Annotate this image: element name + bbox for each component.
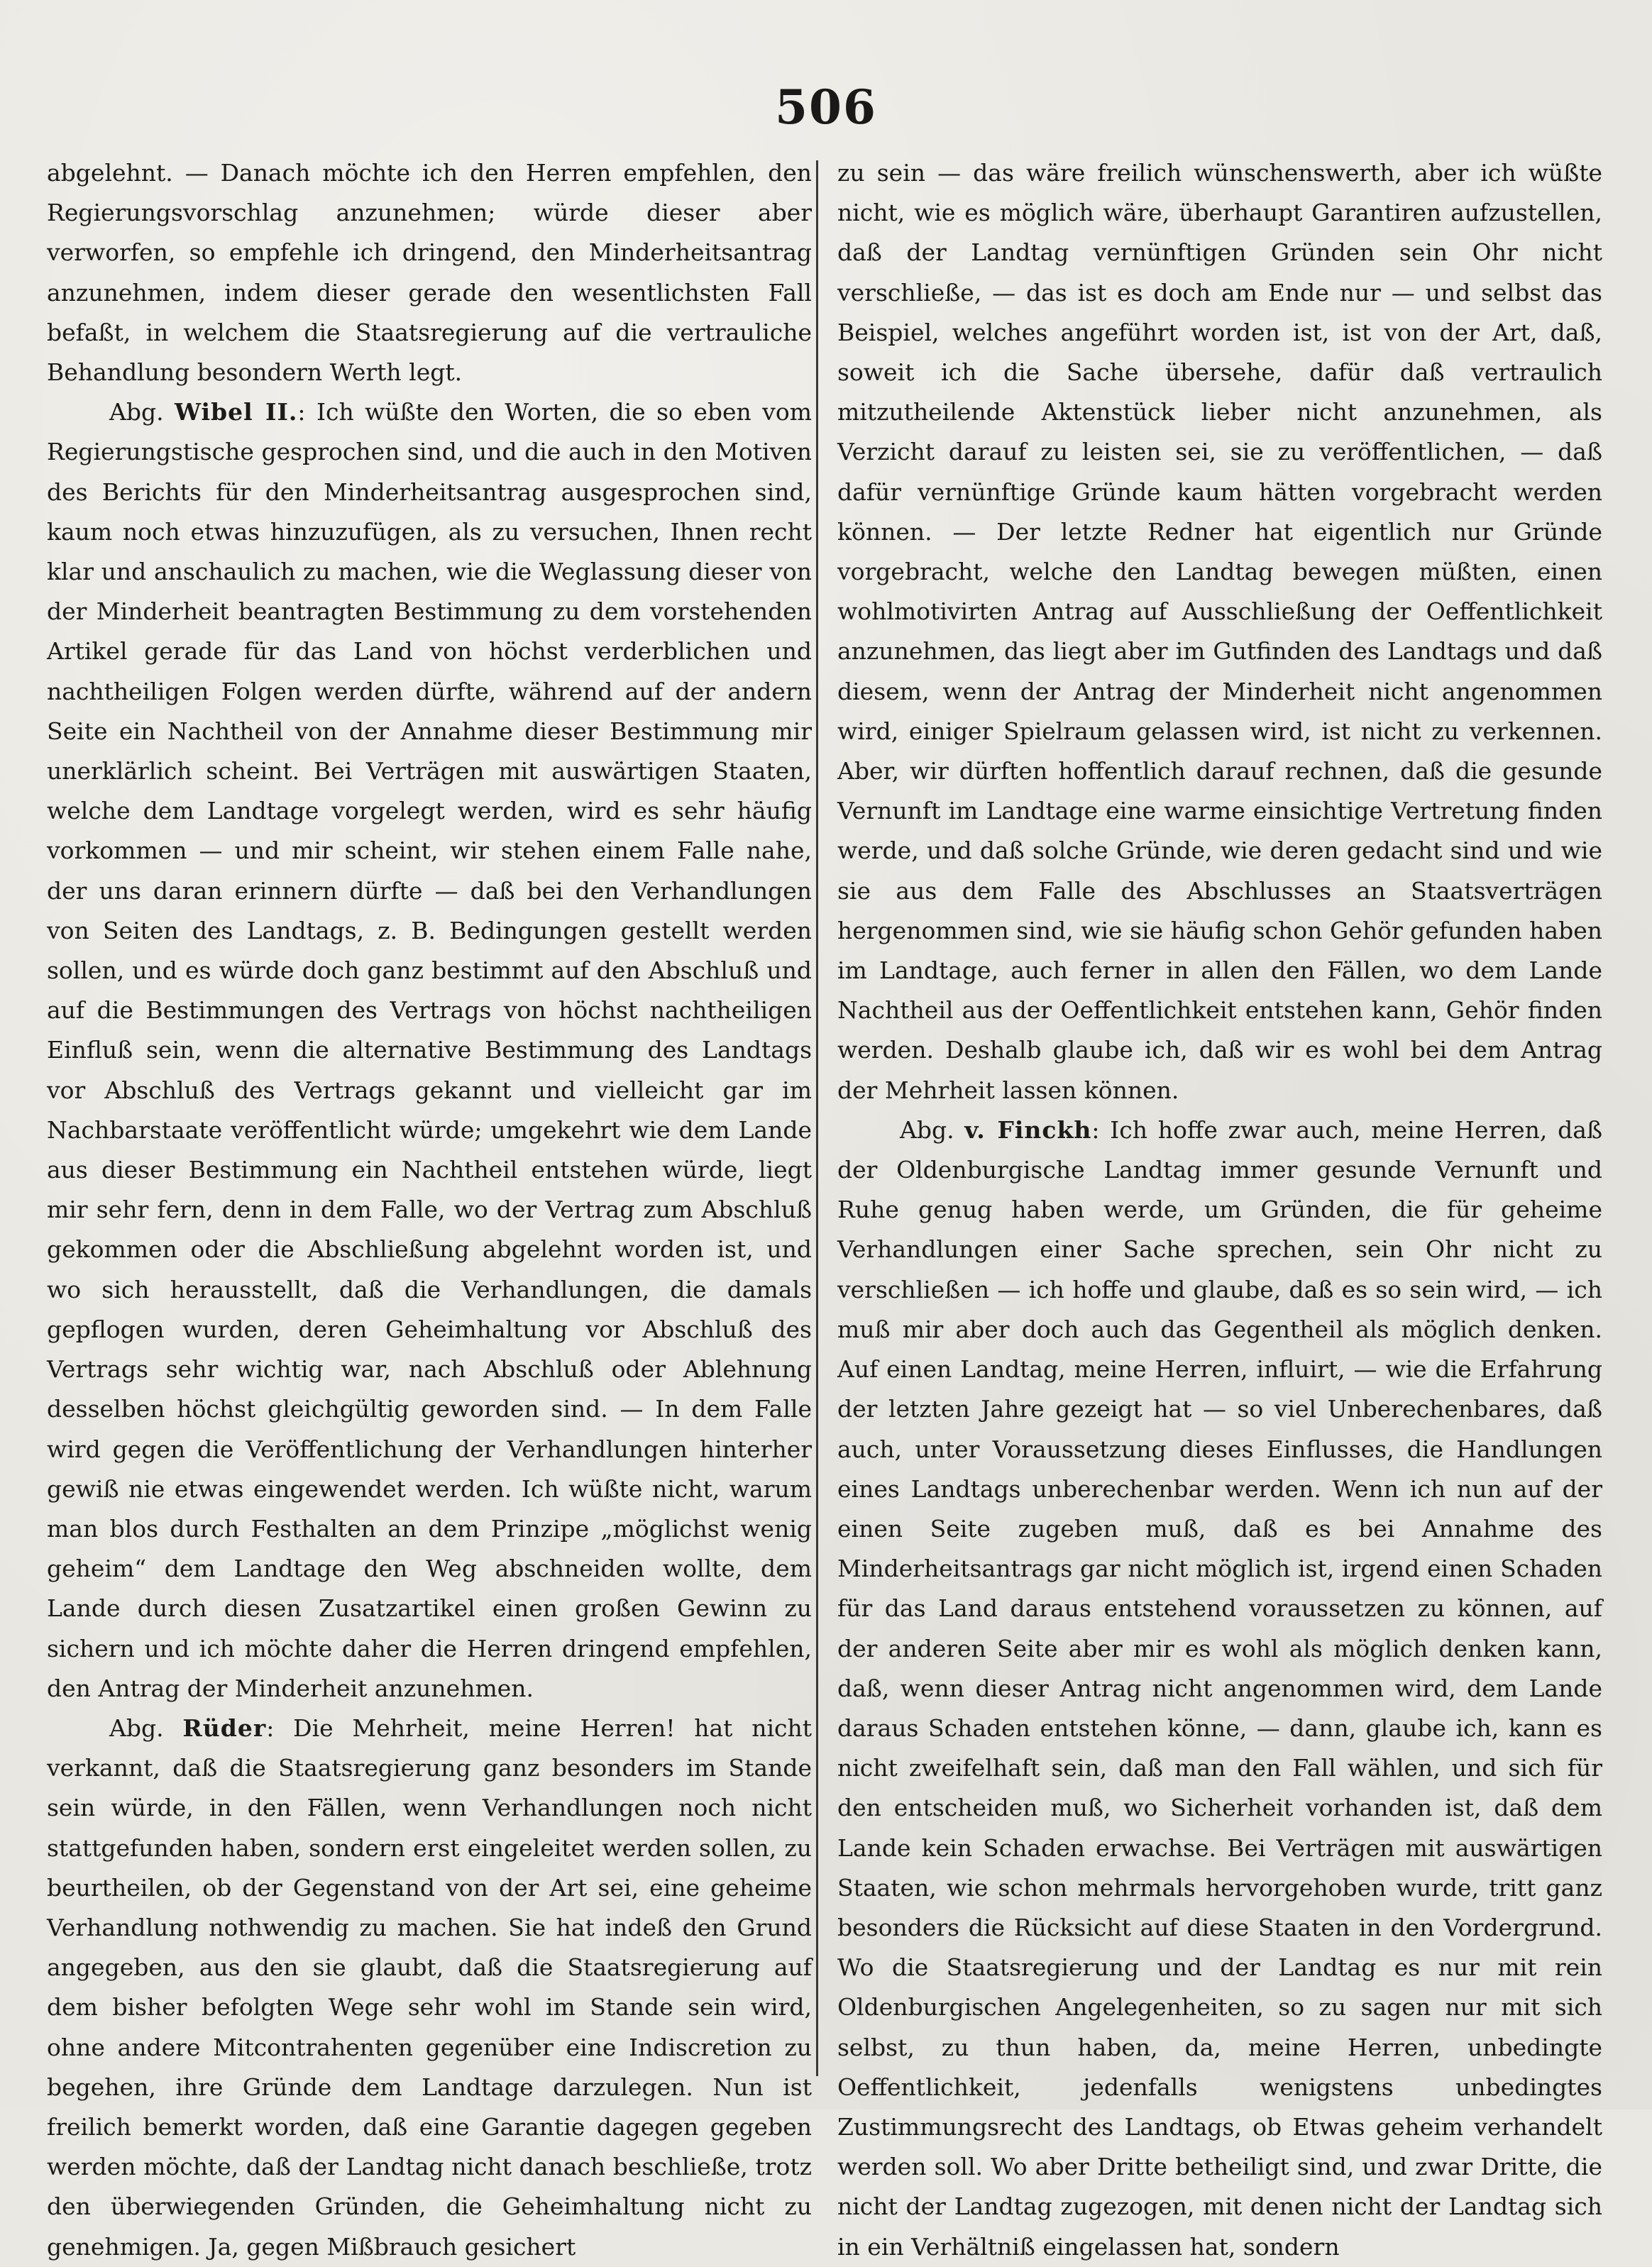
speaker-prefix: Abg. [109, 1714, 164, 1742]
page-number: 506 [775, 79, 877, 135]
speech-text: : Ich hoffe zwar auch, meine Herren, daß der Oldenburgische Landtag immer gesunde Vernunft und Ruhe genug haben werde, um Gründen, die für geheime Verhandlungen einer Sache sprechen, sein Ohr nicht zu verschließen — ich hoffe und glaube, daß es so sein wird, — ich muß mir aber doch auch das Gegentheil als möglich denken. Auf einen Landtag, meine Herren, influirt, — wie die Erfahrung der letzten Jahre gezeigt hat — so viel Unberechenbares, daß auch, unter Voraussetzung dieses Einflusses, die Handlungen eines Landtags unberechenbar werden. Wenn ich nun auf der einen Seite zugeben muß, daß es bei Annahme des Minderheitsantrags gar nicht möglich ist, irgend einen Schaden für das Land daraus entstehend voraussetzen zu können, auf der anderen Seite aber mir es wohl als möglich denken kann, daß, wenn dieser Antrag nicht angenommen wird, dem Lande daraus Schaden entstehen könne, — dann, glaube ich, kann es nicht zweifelhaft sein, daß man den Fall wählen, und sich für den entscheiden muß, wo Sicherheit vorhanden ist, daß dem Lande kein Schaden erwachse. Bei Verträgen mit auswärtigen Staaten, wie schon mehrmals hervorgehoben wurde, tritt ganz besonders die Rücksicht auf diese Staaten in den Vordergrund. Wo die Staatsregierung und der Landtag es nur mit rein Oldenburgischen Angelegenheiten, so zu sagen nur mit sich selbst, zu thun haben, da, meine Herren, unbedingte Oeffentlichkeit, jedenfalls wenigstens unbedingtes Zustimmungsrecht des Landtags, ob Etwas geheim verhandelt werden soll. Wo aber Dritte betheiligt sind, und zwar Dritte, die nicht der Landtag zugezogen, mit denen nicht der Landtag sich in ein Verhältniß eingelassen hat, sondern [837, 1115, 1602, 2261]
left-column [47, 153, 812, 2261]
paragraph: abgelehnt. — Danach möchte ich den Herren empfehlen, den Regierungsvorschlag anzunehmen; würde dieser aber verworfen, so empfehle ich dringend, den Minderheitsantrag anzunehmen, indem dieser gerade den wesentlichsten Fall befaßt, in welchem die Staatsregierung auf die vertrauliche Behandlung besondern Werth legt. [47, 159, 812, 387]
speech-text: : Die Mehrheit, meine Herren! hat nicht verkannt, daß die Staatsregierung ganz besonders im Stande sein würde, in den Fällen, wenn Verhandlungen noch nicht stattgefunden haben, sondern erst eingeleitet werden sollen, zu beurtheilen, ob der Gegenstand von der Art sei, eine geheime Verhandlung nothwendig zu machen. Sie hat indeß den Grund angegeben, aus den sie glaubt, daß die Staatsregierung auf dem bisher befolgten Wege sehr wohl im Stande sein wird, ohne andere Mitcontrahenten gegenüber eine Indiscretion zu begehen, ihre Gründe dem Landtage darzulegen. Nun ist freilich bemerkt worden, daß eine Garantie dagegen gegeben werden möchte, daß der Landtag nicht danach beschließe, trotz den überwiegenden Gründen, die Geheimhaltung nicht zu genehmigen. Ja, gegen Mißbrauch gesichert [47, 1714, 812, 2261]
speech-paragraph [47, 392, 812, 1709]
paragraph: zu sein — das wäre freilich wünschenswerth, aber ich wüßte nicht, wie es möglich wäre, überhaupt Garantiren aufzustellen, daß der Landtag vernünftigen Gründen sein Ohr nicht verschließe, — das ist es doch am Ende nur — und selbst das Beispiel, welches angeführt worden ist, ist von der Art, daß, soweit ich die Sache übersehe, dafür daß vertraulich mitzutheilende Aktenstück lieber nicht anzunehmen, als Verzicht darauf zu leisten sei, sie zu veröffentlichen, — daß dafür vernünftige Gründe kaum hätten vorgebracht werden können. — Der letzte Redner hat eigentlich nur Gründe vorgebracht, welche den Landtag bewegen müßten, einen wohlmotivirten Antrag auf Ausschließung der Oeffentlichkeit anzunehmen, das liegt aber im Gutfinden des Landtags und daß diesem, wenn der Antrag der Minderheit nicht angenommen wird, einiger Spielraum gelassen wird, ist nicht zu verkennen. Aber, wir dürften hoffentlich darauf rechnen, daß die gesunde Vernunft im Landtage eine warme einsichtige Vertretung finden werde, und daß solche Gründe, wie deren gedacht sind und wie sie aus dem Falle des Abschlusses an Staatsverträgen hergenommen sind, wie sie häufig schon Gehör gefunden haben im Landtage, auch ferner in allen den Fällen, wo dem Lande Nachtheil aus der Oeffentlichkeit entstehen kann, Gehör finden werden. Deshalb glaube ich, daß wir es wohl bei dem Antrag der Mehrheit lassen können. [837, 159, 1602, 1104]
speaker-name: Wibel II. [175, 398, 298, 426]
speech-paragraph [47, 1709, 812, 2267]
column-divider [816, 160, 818, 2076]
speech-text: : Ich wüßte den Worten, die so eben vom Regierungstische gesprochen sind, und die auch in den Motiven des Berichts für den Minderheitsantrag ausgesprochen sind, kaum noch etwas hinzuzufügen, als zu versuchen, Ihnen recht klar und anschaulich zu machen, wie die Weglassung dieser von der Minderheit beantragten Bestimmung zu dem vorstehenden Artikel gerade für das Land von höchst verderblichen und nachtheiligen Folgen werden dürfte, während auf der andern Seite ein Nachtheil von der Annahme dieser Bestimmung mir unerklärlich scheint. Bei Verträgen mit auswärtigen Staaten, welche dem Landtage vorgelegt werden, wird es sehr häufig vorkommen — und mir scheint, wir stehen einem Falle nahe, der uns daran erinnern dürfte — daß bei den Verhandlungen von Seiten des Landtags, z. B. Bedingungen gestellt werden sollen, und es würde doch ganz bestimmt auf den Abschluß und auf die Bestimmungen des Vertrags von höchst nachtheiligen Einfluß sein, wenn die alternative Bestimmung des Landtags vor Abschluß des Vertrags gekannt und vielleicht gar im Nachbarstaate veröffentlicht würde; umgekehrt wie dem Lande aus dieser Bestimmung ein Nachtheil entstehen würde, liegt mir sehr fern, denn in dem Falle, wo der Vertrag zum Abschluß gekommen oder die Abschließung abgelehnt worden ist, und wo sich herausstellt, daß die Verhandlungen, die damals gepflogen wurden, deren Geheimhaltung vor Abschluß des Vertrags sehr wichtig war, nach Abschluß oder Ablehnung desselben höchst gleichgültig geworden sind. — In dem Falle wird gegen die Veröffentlichung der Verhandlungen hinterher gewiß nie etwas eingewendet werden. Ich wüßte nicht, warum man blos durch Festhalten an dem Prinzipe „möglichst wenig geheim“ dem Landtage den Weg abschneiden wollte, dem Lande durch diesen Zusatzartikel einen großen Gewinn zu sichern und ich möchte daher die Herren dringend empfehlen, den Antrag der Minderheit anzunehmen. [47, 398, 812, 1702]
right-column [837, 153, 1602, 2261]
speaker-name: Rüder [182, 1714, 267, 1742]
speaker-name: v. Finckh [964, 1115, 1092, 1144]
speaker-prefix: Abg. [900, 1115, 954, 1144]
speech-paragraph [837, 1110, 1602, 2267]
speaker-prefix: Abg. [109, 398, 164, 426]
